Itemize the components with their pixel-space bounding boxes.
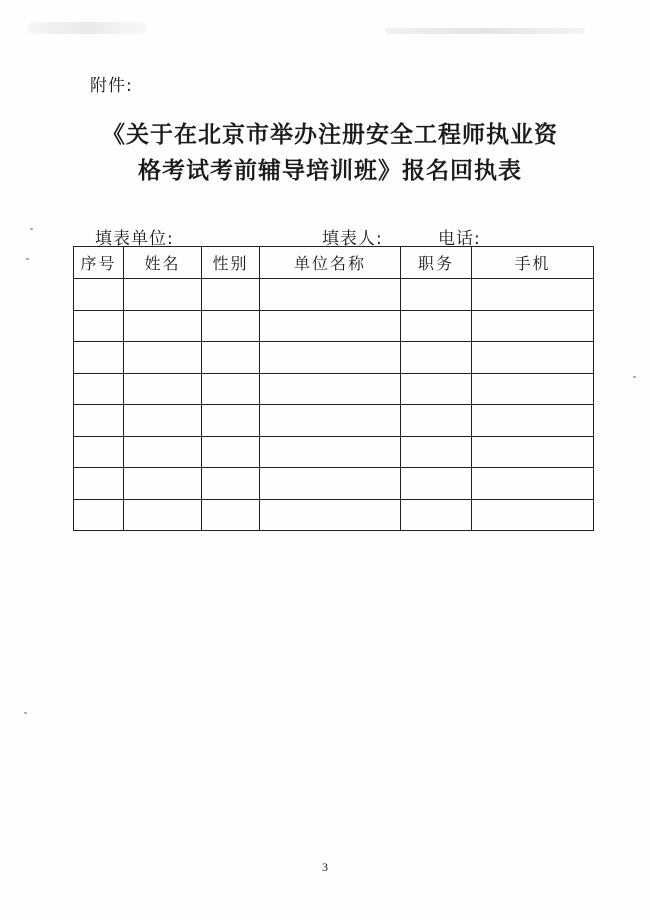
cell-organization[interactable] — [260, 310, 401, 342]
cell-gender[interactable] — [202, 310, 260, 342]
title-line-2: 格考试考前辅导培训班》报名回执表 — [138, 157, 522, 184]
table-row — [74, 310, 594, 342]
cell-gender[interactable] — [202, 436, 260, 468]
cell-name[interactable] — [124, 499, 202, 531]
header-seq: 序号 — [74, 247, 124, 279]
table-row — [74, 279, 594, 311]
table-header-row — [74, 247, 594, 279]
cell-mobile[interactable] — [472, 405, 594, 437]
cell-seq[interactable] — [74, 342, 124, 374]
title-line-1: 《关于在北京市举办注册安全工程师执业资 — [102, 121, 558, 148]
cell-name[interactable] — [124, 279, 202, 311]
scan-speck — [30, 228, 33, 230]
scan-artifact — [385, 28, 585, 34]
cell-organization[interactable] — [260, 373, 401, 405]
cell-seq[interactable] — [74, 310, 124, 342]
cell-seq[interactable] — [74, 279, 124, 311]
cell-organization[interactable] — [260, 405, 401, 437]
registration-table — [73, 246, 594, 531]
cell-position[interactable] — [401, 468, 472, 500]
scan-speck — [24, 712, 27, 714]
cell-name[interactable] — [124, 310, 202, 342]
cell-mobile[interactable] — [472, 342, 594, 374]
cell-mobile[interactable] — [472, 499, 594, 531]
cell-organization[interactable] — [260, 279, 401, 311]
cell-seq[interactable] — [74, 468, 124, 500]
header-name: 姓名 — [124, 247, 202, 279]
table-row — [74, 405, 594, 437]
cell-organization[interactable] — [260, 468, 401, 500]
cell-seq[interactable] — [74, 373, 124, 405]
scan-speck — [26, 258, 29, 260]
cell-position[interactable] — [401, 342, 472, 374]
table-row — [74, 373, 594, 405]
header-gender: 性别 — [202, 247, 260, 279]
cell-organization[interactable] — [260, 499, 401, 531]
cell-seq[interactable] — [74, 499, 124, 531]
cell-name[interactable] — [124, 468, 202, 500]
fill-unit-label: 填表单位: — [95, 229, 174, 249]
cell-gender[interactable] — [202, 279, 260, 311]
table-row — [74, 499, 594, 531]
table-row — [74, 342, 594, 374]
attachment-label: 附件: — [90, 76, 133, 96]
form-title — [60, 117, 600, 189]
cell-gender[interactable] — [202, 499, 260, 531]
cell-organization[interactable] — [260, 436, 401, 468]
cell-gender[interactable] — [202, 342, 260, 374]
cell-organization[interactable] — [260, 342, 401, 374]
phone-label: 电话: — [438, 229, 481, 249]
header-organization: 单位名称 — [260, 247, 401, 279]
table-row — [74, 468, 594, 500]
cell-mobile[interactable] — [472, 468, 594, 500]
scan-artifact — [28, 22, 148, 34]
page-number: 3 — [322, 860, 328, 874]
cell-name[interactable] — [124, 342, 202, 374]
scan-speck — [633, 376, 636, 378]
cell-mobile[interactable] — [472, 373, 594, 405]
header-position: 职务 — [401, 247, 472, 279]
cell-position[interactable] — [401, 373, 472, 405]
cell-position[interactable] — [401, 310, 472, 342]
cell-position[interactable] — [401, 499, 472, 531]
cell-gender[interactable] — [202, 405, 260, 437]
cell-position[interactable] — [401, 279, 472, 311]
cell-gender[interactable] — [202, 468, 260, 500]
table-row — [74, 436, 594, 468]
header-mobile: 手机 — [472, 247, 594, 279]
cell-mobile[interactable] — [472, 310, 594, 342]
cell-name[interactable] — [124, 436, 202, 468]
cell-name[interactable] — [124, 373, 202, 405]
table-body — [74, 279, 594, 531]
cell-mobile[interactable] — [472, 279, 594, 311]
cell-mobile[interactable] — [472, 436, 594, 468]
cell-seq[interactable] — [74, 405, 124, 437]
cell-position[interactable] — [401, 405, 472, 437]
cell-name[interactable] — [124, 405, 202, 437]
cell-seq[interactable] — [74, 436, 124, 468]
cell-gender[interactable] — [202, 373, 260, 405]
filler-label: 填表人: — [322, 229, 383, 249]
cell-position[interactable] — [401, 436, 472, 468]
